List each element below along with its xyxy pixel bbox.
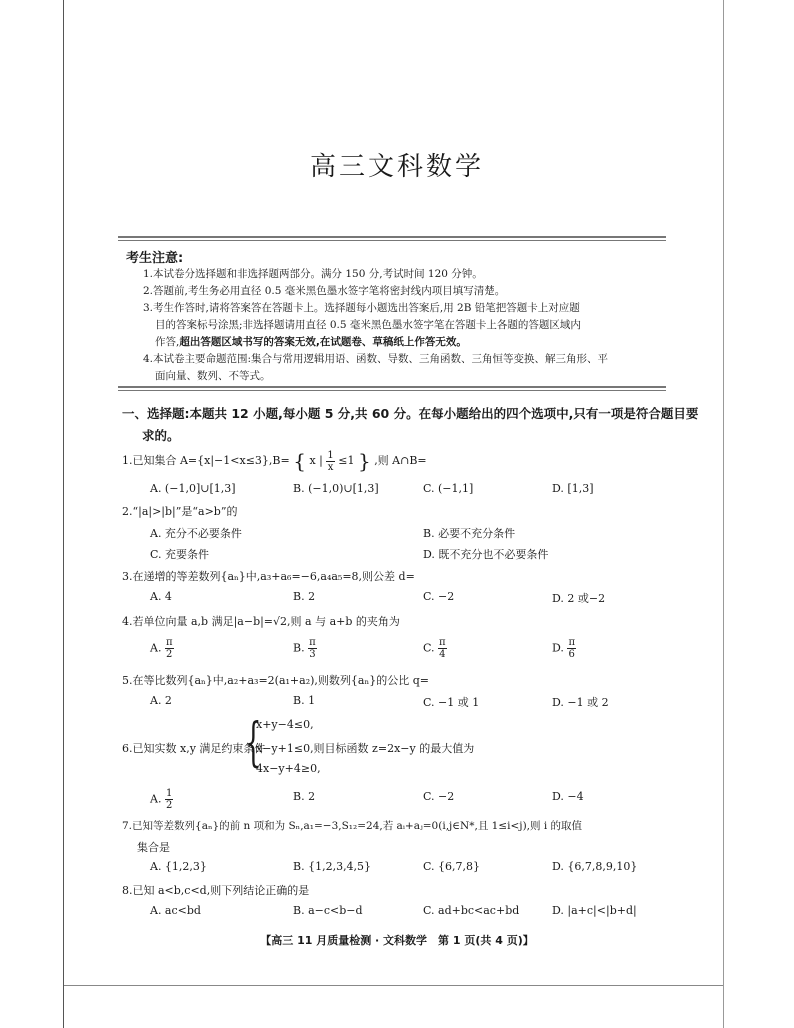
page-title: 高三文科数学 bbox=[309, 152, 484, 182]
q6-a-num: 1 bbox=[165, 788, 173, 799]
q6-option-b: B. 2 bbox=[293, 790, 316, 803]
q2-option-c: C. 充要条件 bbox=[150, 548, 210, 561]
notice-item-3c-bold: 超出答题区域书写的答案无效,在试题卷、草稿纸上作答无效。 bbox=[179, 336, 467, 348]
q2-option-a: A. 充分不必要条件 bbox=[150, 527, 242, 540]
notice-item-1: 1.本试卷分选择题和非选择题两部分。满分 150 分,考试时间 120 分钟。 bbox=[143, 268, 483, 280]
q6-stem: 6.已知实数 x,y 满足约束条件 bbox=[122, 742, 266, 755]
notice-item-2: 2.答题前,考生务必用直径 0.5 毫米黑色墨水签字笔将密封线内项目填写清楚。 bbox=[143, 285, 506, 297]
q4-option-a-frac bbox=[165, 637, 174, 660]
q6-a-den: 2 bbox=[165, 800, 173, 811]
q1-le1: ≤1 bbox=[338, 454, 355, 467]
q6-condition-2: x−y+1≤0,则目标函数 z=2x−y 的最大值为 bbox=[256, 742, 475, 755]
q8-stem: 8.已知 a<b,c<d,则下列结论正确的是 bbox=[122, 884, 310, 897]
q3-option-c: C. −2 bbox=[423, 590, 455, 603]
q6-option-a-label: A. bbox=[150, 792, 162, 806]
q4-option-d-frac bbox=[567, 637, 576, 660]
q5-stem: 5.在等比数列{aₙ}中,a₂+a₃=2(a₁+a₂),则数列{aₙ}的公比 q= bbox=[122, 674, 429, 687]
rule-top-2 bbox=[118, 240, 666, 241]
q4-option-c-label: C. bbox=[423, 641, 435, 655]
q7-stem-line2: 集合是 bbox=[137, 841, 170, 854]
q6-option-c: C. −2 bbox=[423, 790, 455, 803]
q6-condition-3: 4x−y+4≥0, bbox=[256, 762, 321, 775]
q1-option-a: A. (−1,0]∪[1,3] bbox=[150, 482, 236, 495]
q2-option-d: D. 既不充分也不必要条件 bbox=[423, 548, 549, 561]
q1-frac-num: 1 bbox=[327, 449, 334, 461]
q6-option-a-frac bbox=[165, 788, 173, 811]
q4-option-b bbox=[293, 637, 317, 660]
q1-fraction bbox=[326, 450, 334, 473]
q3-option-a: A. 4 bbox=[150, 590, 172, 603]
q1-x-bar: x | bbox=[309, 454, 323, 467]
q1-stem bbox=[122, 449, 427, 473]
notice-item-3a: 3.考生作答时,请将答案答在答题卡上。选择题每小题选出答案后,用 2B 铅笔把答题卡上对应题 bbox=[143, 302, 580, 314]
section-heading-line2: 求的。 bbox=[142, 428, 180, 443]
notice-heading: 考生注意: bbox=[126, 251, 184, 266]
q1-stem-a: 1.已知集合 A={x|−1<x≤3},B= bbox=[122, 454, 290, 467]
q1-brace-left: { bbox=[293, 449, 306, 473]
rule-bottom-1 bbox=[118, 386, 666, 388]
q4-option-c bbox=[423, 637, 447, 660]
q7-stem-line1: 7.已知等差数列{aₙ}的前 n 项和为 Sₙ,a₁=−3,S₁₂=24,若 aᵢ+aⱼ=0(i,j∈N*,且 1≤i<j),则 i 的取值 bbox=[122, 820, 583, 832]
q6-option-a bbox=[150, 788, 173, 811]
q6-constraint-brace: { bbox=[245, 713, 262, 773]
q3-option-b: B. 2 bbox=[293, 590, 316, 603]
q8-option-b: B. a−c<b−d bbox=[293, 904, 363, 917]
notice-item-4a: 4.本试卷主要命题范围:集合与常用逻辑用语、函数、导数、三角函数、三角恒等变换、解三角形、平 bbox=[143, 353, 609, 365]
q1-option-d: D. [1,3] bbox=[552, 482, 594, 495]
q8-option-a: A. ac<bd bbox=[150, 904, 201, 917]
bottom-border bbox=[64, 985, 723, 986]
q6-option-d: D. −4 bbox=[552, 790, 584, 803]
page-footer: 【高三 11 月质量检测 · 文科数学 第 1 页(共 4 页)】 bbox=[260, 934, 534, 947]
q1-stem-b: ,则 A∩B= bbox=[374, 454, 427, 467]
q4-option-a bbox=[150, 637, 174, 660]
q5-option-c: C. −1 或 1 bbox=[423, 696, 480, 709]
q5-option-a: A. 2 bbox=[150, 694, 172, 707]
q7-option-d: D. {6,7,8,9,10} bbox=[552, 860, 638, 873]
q8-option-d: D. |a+c|<|b+d| bbox=[552, 904, 637, 917]
q4-stem: 4.若单位向量 a,b 满足|a−b|=√2,则 a 与 a+b 的夹角为 bbox=[122, 615, 400, 628]
notice-item-3c bbox=[155, 334, 467, 349]
q4-option-d-label: D. bbox=[552, 641, 564, 655]
q1-brace-right: } bbox=[357, 449, 371, 473]
notice-item-3c-plain: 作答, bbox=[155, 336, 180, 348]
q7-option-b: B. {1,2,3,4,5} bbox=[293, 860, 372, 873]
rule-bottom-2 bbox=[118, 390, 666, 391]
rule-top-1 bbox=[118, 236, 666, 238]
q4-d-den: 6 bbox=[568, 649, 575, 660]
q4-option-d bbox=[552, 637, 576, 660]
q6-condition-1: x+y−4≤0, bbox=[256, 718, 314, 731]
q3-stem: 3.在递增的等差数列{aₙ}中,a₃+a₆=−6,a₄a₅=8,则公差 d= bbox=[122, 570, 415, 583]
q7-option-c: C. {6,7,8} bbox=[423, 860, 481, 873]
q4-a-den: 2 bbox=[166, 649, 173, 660]
q3-option-d: D. 2 或−2 bbox=[552, 592, 606, 605]
section-heading-line1: 一、选择题:本题共 12 小题,每小题 5 分,共 60 分。在每小题给出的四个选项中,只有一项是符合题目要 bbox=[122, 406, 699, 421]
q4-b-num: π bbox=[309, 637, 316, 648]
q2-option-b: B. 必要不充分条件 bbox=[423, 527, 516, 540]
q4-option-b-frac bbox=[308, 637, 317, 660]
q4-c-num: π bbox=[439, 637, 446, 648]
notice-item-4b: 面向量、数列、不等式。 bbox=[155, 370, 271, 382]
q4-b-den: 3 bbox=[309, 649, 316, 660]
q5-option-d: D. −1 或 2 bbox=[552, 696, 609, 709]
q8-option-c: C. ad+bc<ac+bd bbox=[423, 904, 520, 917]
q2-stem: 2.“|a|>|b|”是“a>b”的 bbox=[122, 505, 238, 518]
q4-option-b-label: B. bbox=[293, 641, 305, 655]
q7-option-a: A. {1,2,3} bbox=[150, 860, 207, 873]
q4-c-den: 4 bbox=[439, 649, 446, 660]
q4-d-num: π bbox=[568, 637, 576, 648]
q1-option-b: B. (−1,0)∪[1,3] bbox=[293, 482, 379, 495]
notice-item-3b: 目的答案标号涂黑;非选择题请用直径 0.5 毫米黑色墨水签字笔在答题卡上各题的答题区域内 bbox=[155, 319, 581, 331]
q4-a-num: π bbox=[165, 637, 173, 648]
q5-option-b: B. 1 bbox=[293, 694, 316, 707]
q1-frac-den: x bbox=[327, 461, 334, 473]
q4-option-a-label: A. bbox=[150, 641, 162, 655]
q4-option-c-frac bbox=[438, 637, 447, 660]
q1-option-c: C. (−1,1] bbox=[423, 482, 474, 495]
